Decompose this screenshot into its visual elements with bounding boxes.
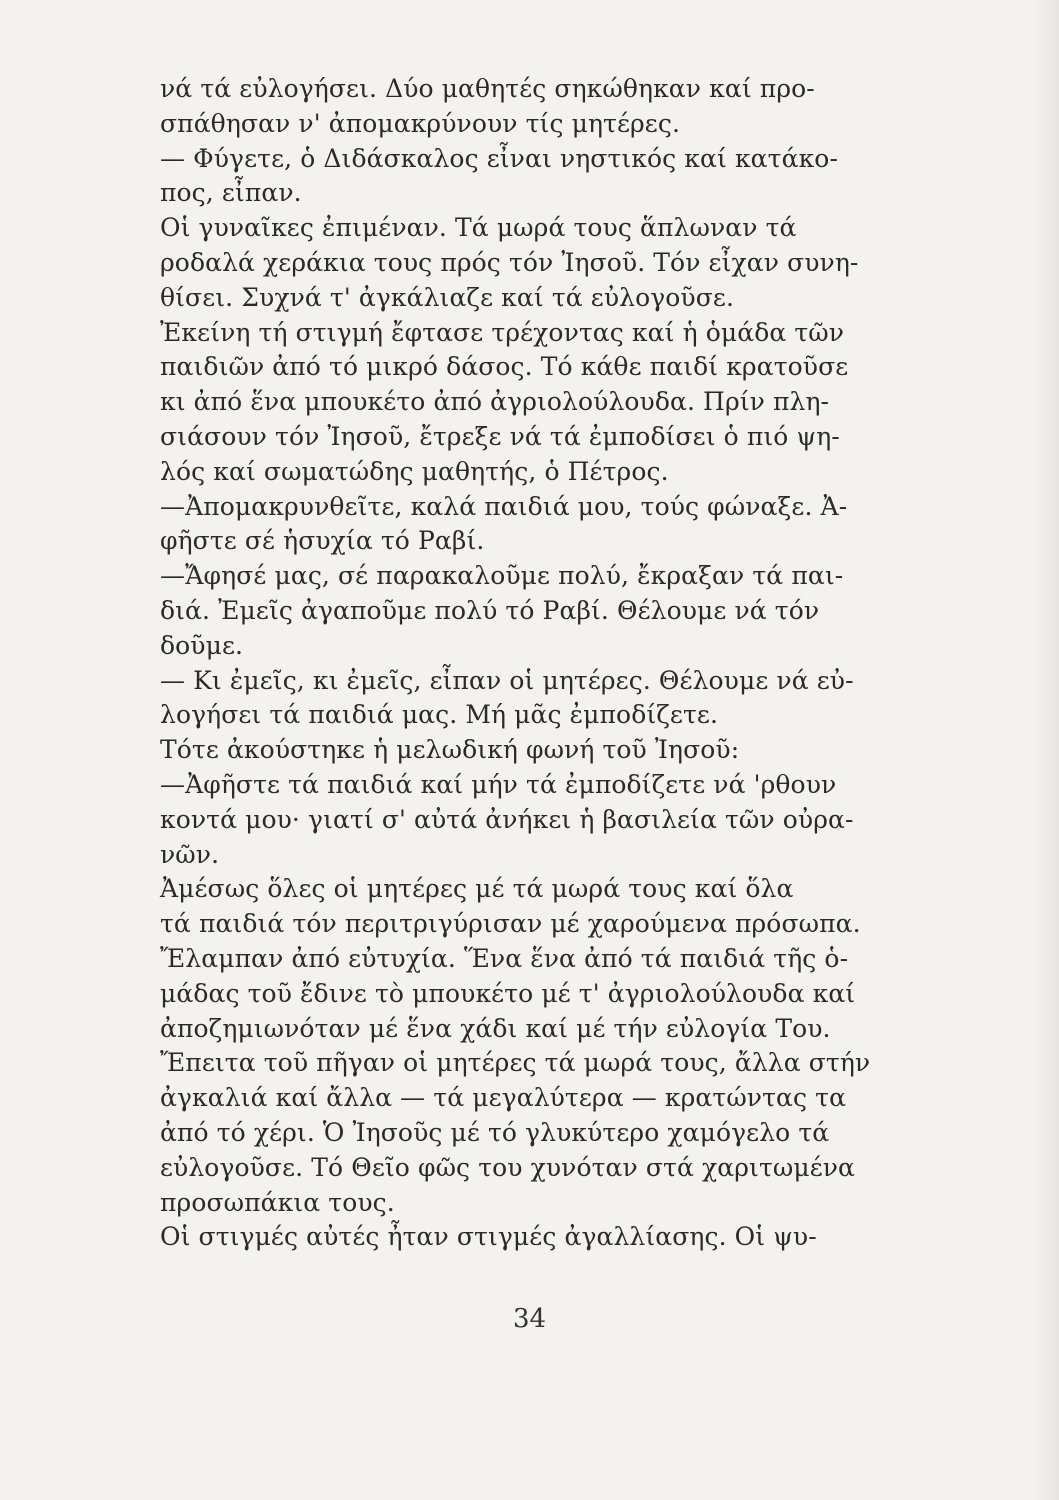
text-line: σπάθησαν ν' ἀπομακρύνουν τίς μητέρες. xyxy=(160,108,681,138)
text-line: νῶν. xyxy=(160,839,220,869)
text-line: πος, εἶπαν. xyxy=(160,178,302,208)
text-line: κοντά μου· γιατί σ' αὐτά ἀνήκει ἡ βασιλεία τῶν οὐρα- xyxy=(160,804,854,834)
text-line: κι ἀπό ἕνα μπουκέτο ἀπό ἀγριολούλουδα. Πρίν πλη- xyxy=(160,387,830,417)
text-line: Τότε ἀκούστηκε ἡ μελωδική φωνή τοῦ Ἰησοῦ: xyxy=(160,735,740,765)
text-line: παιδιῶν ἀπό τό μικρό δάσος. Τό κάθε παιδί κρατοῦσε xyxy=(160,352,849,382)
text-line: —Ἀπομακρυνθεῖτε, καλά παιδιά μου, τούς φώναξε. Ἀ- xyxy=(160,491,848,521)
text-line: φῆστε σέ ἡσυχία τό Ραβί. xyxy=(160,526,485,556)
text-line: λός καί σωματώδης μαθητής, ὁ Πέτρος. xyxy=(160,456,669,486)
text-line: ροδαλά χεράκια τους πρός τόν Ἰησοῦ. Τόν εἶχαν συνη- xyxy=(160,247,859,277)
text-line: ἀποζημιωνόταν μέ ἕνα χάδι καί μέ τήν εὐλογία Του. xyxy=(160,1013,831,1043)
text-line: εὐλογοῦσε. Τό Θεῖο φῶς του χυνόταν στά χαριτωμένα xyxy=(160,1152,856,1182)
text-line: Οἱ γυναῖκες ἐπιμέναν. Τά μωρά τους ἅπλωναν τά xyxy=(160,213,797,243)
text-line: σιάσουν τόν Ἰησοῦ, ἔτρεξε νά τά ἐμποδίσει ὁ πιό ψη- xyxy=(160,421,840,451)
text-line: — Κι ἐμεῖς, κι ἐμεῖς, εἶπαν οἱ μητέρες. Θέλουμε νά εὐ- xyxy=(160,665,854,695)
page-number: 34 xyxy=(512,1304,547,1334)
text-line: Ἀμέσως ὅλες οἱ μητέρες μέ τά μωρά τους καί ὅλα xyxy=(160,874,794,904)
text-line: δοῦμε. xyxy=(160,630,244,660)
text-line: — Φύγετε, ὁ Διδάσκαλος εἶναι νηστικός καί κατάκο- xyxy=(160,143,838,173)
text-line: τά παιδιά τόν περιτριγύρισαν μέ χαρούμενα πρόσωπα. xyxy=(160,909,861,939)
text-line: Οἱ στιγμές αὐτές ἦταν στιγμές ἀγαλλίασης. Οἱ ψυ- xyxy=(160,1222,817,1252)
text-line: —Ἄφησέ μας, σέ παρακαλοῦμε πολύ, ἔκραξαν τά παι- xyxy=(160,561,844,591)
text-line: προσωπάκια τους. xyxy=(160,1187,395,1217)
text-line: θίσει. Συχνά τ' ἀγκάλιαζε καί τά εὐλογοῦσε. xyxy=(160,282,734,312)
text-line: Ἐκείνη τή στιγμή ἔφτασε τρέχοντας καί ἡ ὁμάδα τῶν xyxy=(160,317,845,347)
text-line: μάδας τοῦ ἔδινε τὸ μπουκέτο μέ τ' ἀγριολούλουδα καί xyxy=(160,978,856,1008)
text-line: ἀπό τό χέρι. Ὁ Ἰησοῦς μέ τό γλυκύτερο χαμόγελο τά xyxy=(160,1117,830,1147)
text-line: ἀγκαλιά καί ἄλλα — τά μεγαλύτερα — κρατώντας τα xyxy=(160,1083,847,1113)
text-line: λογήσει τά παιδιά μας. Μή μᾶς ἐμποδίζετε. xyxy=(160,700,718,730)
text-line: νά τά εὐλογήσει. Δύο μαθητές σηκώθηκαν καί προ- xyxy=(160,74,815,103)
text-line: Ἔπειτα τοῦ πῆγαν οἱ μητέρες τά μωρά τους, ἄλλα στήν xyxy=(160,1048,871,1078)
text-line: Ἔλαμπαν ἀπό εὐτυχία. Ἕνα ἕνα ἀπό τά παιδιά τῆς ὁ- xyxy=(160,943,849,973)
text-line: διά. Ἐμεῖς ἀγαποῦμε πολύ τό Ραβί. Θέλουμε νά τόν xyxy=(160,595,820,625)
text-line: —Ἀφῆστε τά παιδιά καί μήν τά ἐμποδίζετε νά 'ρθουν xyxy=(160,769,837,799)
body-text xyxy=(160,72,968,1255)
page-edge-shadow xyxy=(1033,0,1059,1500)
